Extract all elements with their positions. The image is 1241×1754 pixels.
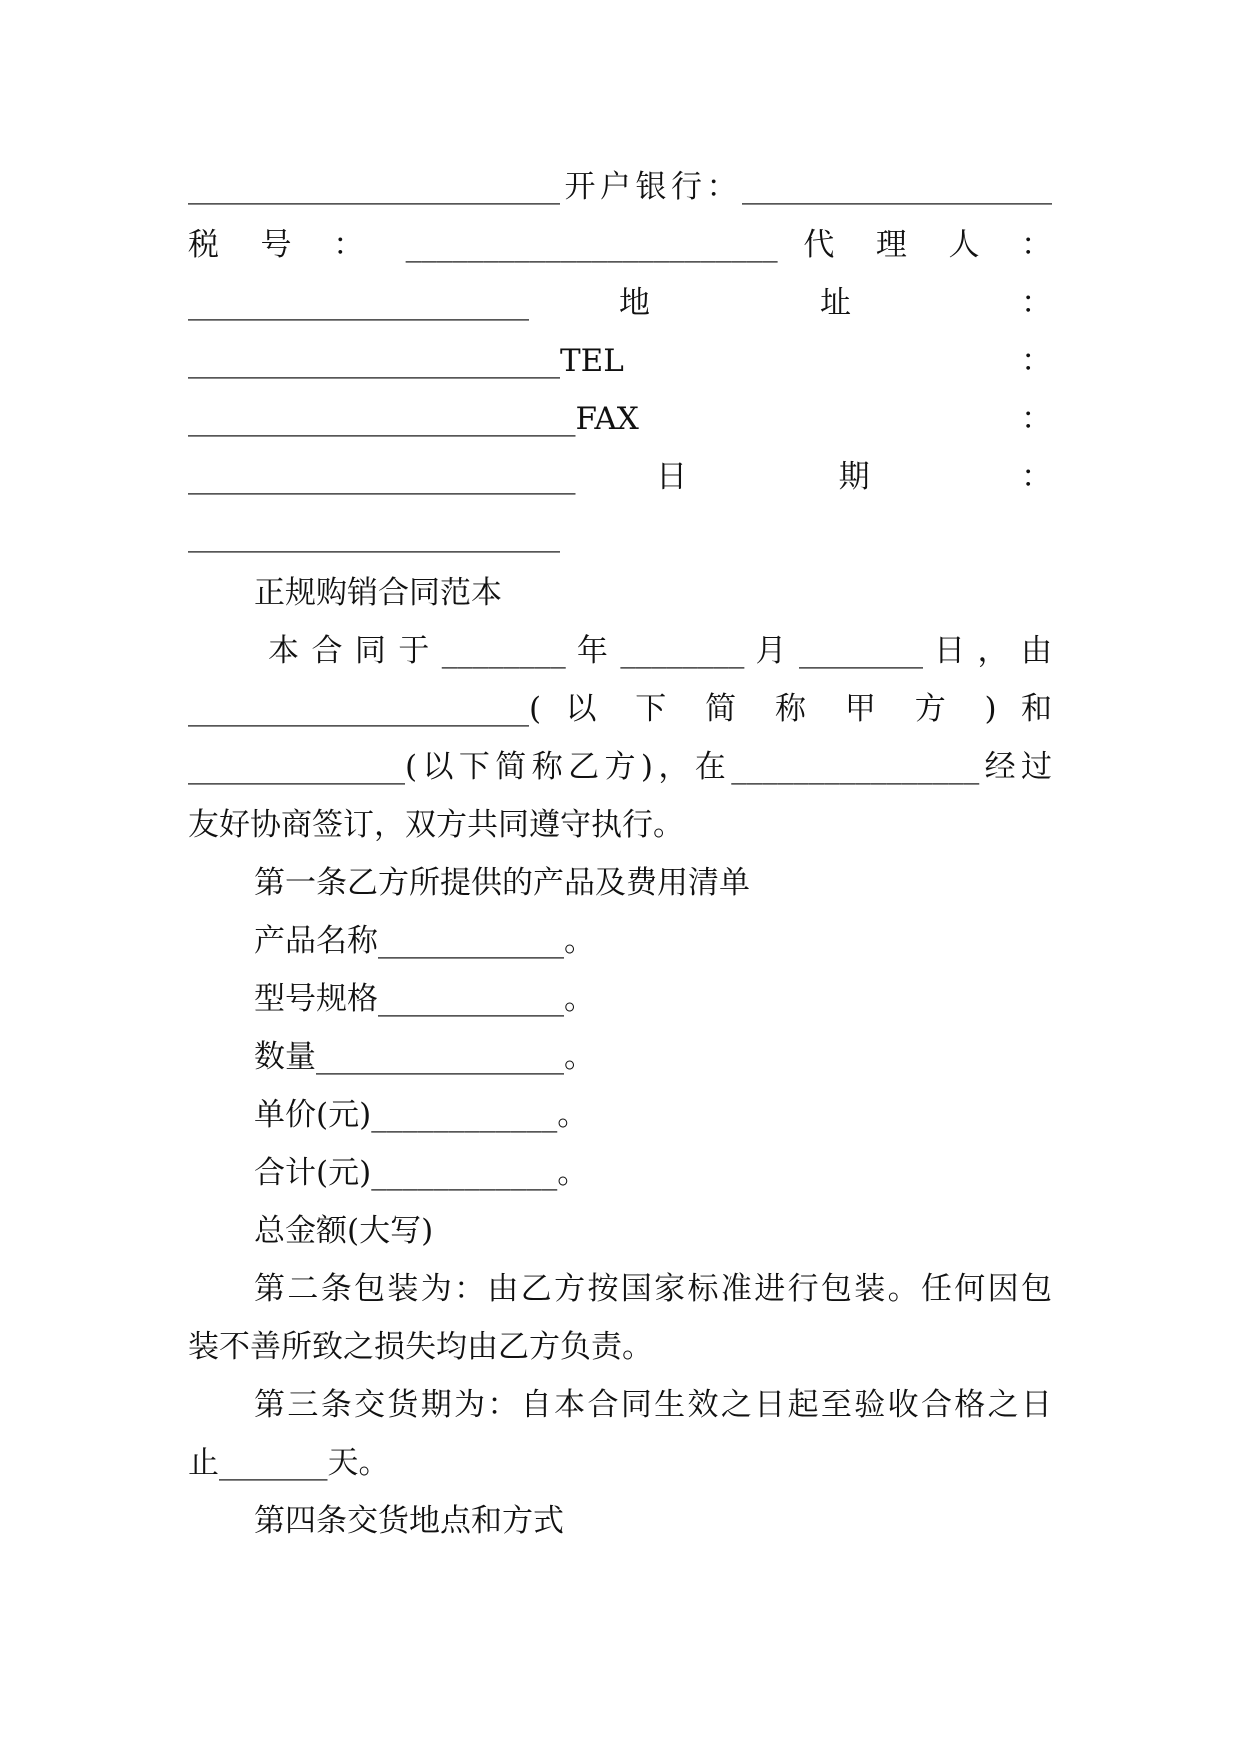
total-field: 合计(元)____________。 xyxy=(254,1155,589,1191)
article-2-line-1: 第二条包装为：由乙方按国家标准进行包装。任何因包 xyxy=(254,1271,1052,1307)
unit-price-field: 单价(元)____________。 xyxy=(254,1097,589,1133)
contract-intro-line-1: 本 合 同 于 ________ 年 ________ 月 ________ 日 ， 由 xyxy=(268,633,1052,669)
article-3-line-2: 止_______天。 xyxy=(188,1445,390,1481)
article-2-line-2: 装不善所致之损失均由乙方负责。 xyxy=(188,1329,653,1365)
contract-intro-line-4: 友好协商签订，双方共同遵守执行。 xyxy=(188,807,684,843)
article-4-heading: 第四条交货地点和方式 xyxy=(254,1503,564,1539)
document-title: 正规购销合同范本 xyxy=(254,575,502,611)
blank-line: ________________________ xyxy=(188,517,560,553)
quantity-field: 数量________________。 xyxy=(254,1039,595,1075)
contract-intro-line-3: ______________(以下简称乙方)，在________________经过 xyxy=(188,749,1052,785)
tel-line: ________________________TEL ： xyxy=(188,343,1052,379)
date-line: _________________________ 日 期 ： xyxy=(188,459,1052,495)
article-3-line-1: 第三条交货期为：自本合同生效之日起至验收合格之日 xyxy=(254,1387,1052,1423)
product-name-field: 产品名称____________。 xyxy=(254,923,595,959)
contract-intro-line-2: ______________________( 以 下 简 称 甲 方 ) 和 xyxy=(188,691,1052,727)
bank-account-line: ________________________开户银行：____________________ xyxy=(188,169,1052,205)
address-line: ______________________ 地 址 ： xyxy=(188,285,1052,321)
model-spec-field: 型号规格____________。 xyxy=(254,981,595,1017)
fax-line: _________________________FAX ： xyxy=(188,401,1052,437)
article-1-heading: 第一条乙方所提供的产品及费用清单 xyxy=(254,865,750,901)
total-amount-field: 总金额(大写) xyxy=(254,1213,434,1249)
tax-number-agent-line: 税 号 ： ________________________ 代 理 人 ： xyxy=(188,227,1052,263)
